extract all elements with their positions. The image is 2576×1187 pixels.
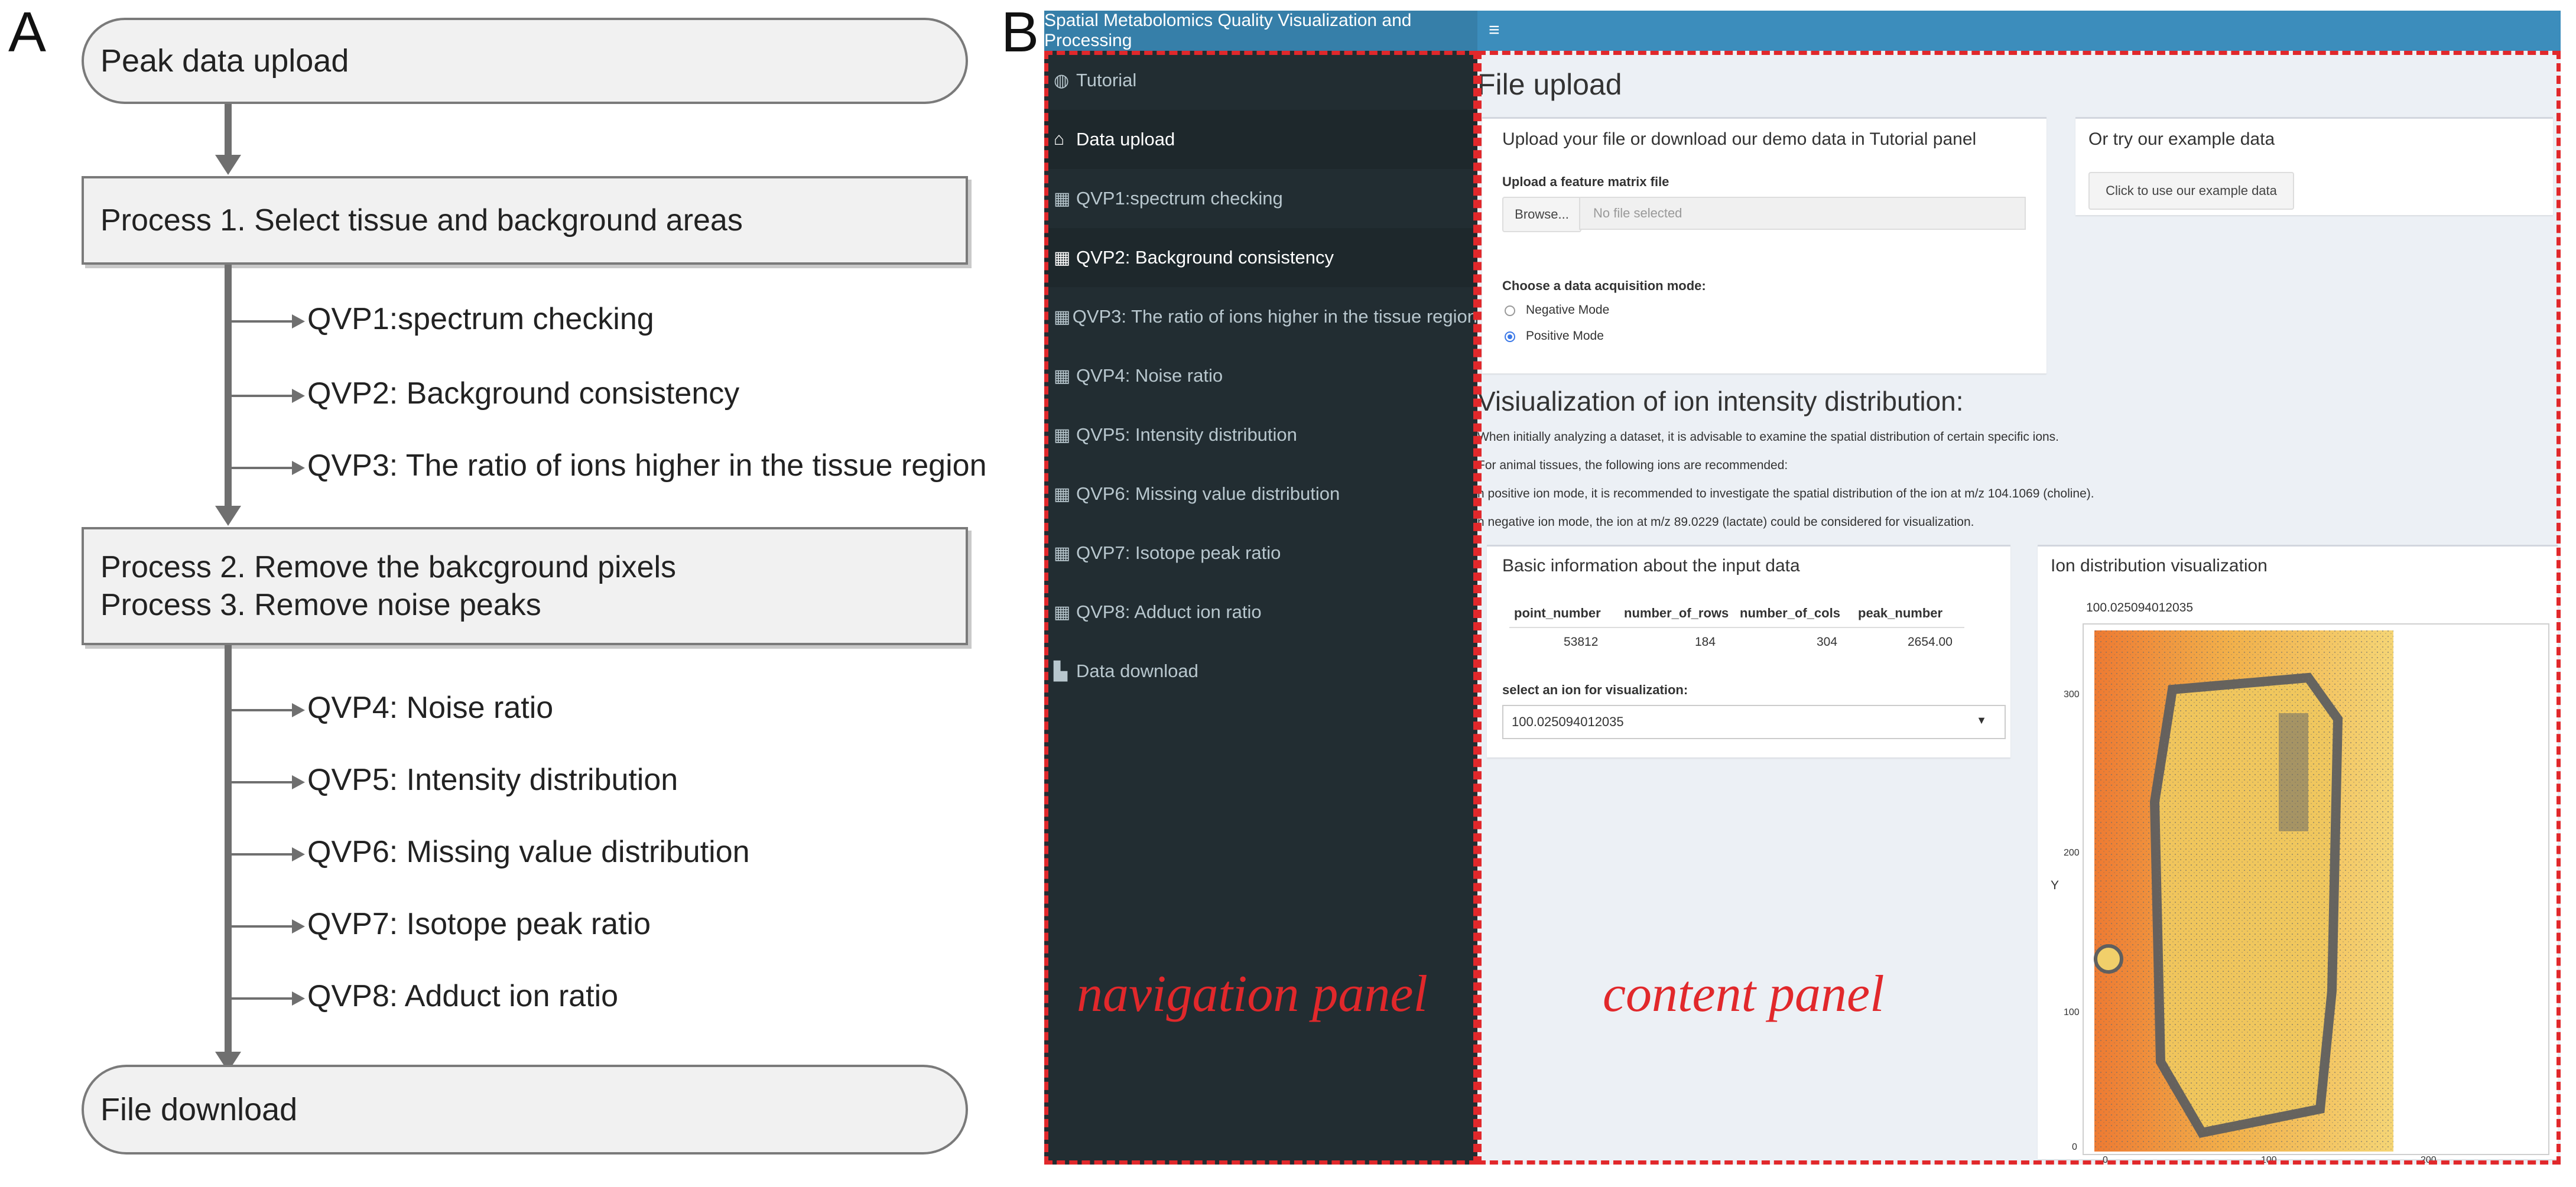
basic-info-title: Basic information about the input data [1502,556,1800,575]
browse-button[interactable]: Browse... [1502,197,1581,232]
app-title[interactable]: Spatial Metabolomics Quality Visualization and Processing [1044,11,1477,51]
x-tick: 0 [2103,1155,2108,1165]
qvp-step: QVP8: Adduct ion ratio [307,979,619,1013]
navigation-panel-label: navigation panel [1077,965,1428,1023]
branch-line [232,395,292,397]
page-title: File upload [1477,68,1622,101]
nav-item-label: Tutorial [1076,70,1137,90]
branch-line [232,853,292,856]
table-icon: ▦ [1054,188,1071,209]
globe-icon: ◍ [1054,70,1070,90]
chevron-down-icon: ▼ [1976,714,1987,726]
qvp-step: QVP3: The ratio of ions higher in the tissue region [307,448,987,483]
branch-arrowhead [292,991,305,1006]
flow-connector [225,104,232,163]
flow-arrowhead [215,155,241,175]
branch-arrowhead [292,314,305,329]
table-icon: ▦ [1054,366,1071,386]
branch-line [232,320,292,323]
branch-arrowhead [292,919,305,934]
upload-label: Upload a feature matrix file [1502,174,1669,189]
x-tick: 100 [2261,1155,2277,1165]
y-tick: 200 [2064,848,2080,858]
qvp-step: QVP6: Missing value distribution [307,835,750,869]
nav-item-label: Data download [1076,661,1198,681]
example-box-title: Or try our example data [2088,129,2275,149]
table-header: number_of_cols [1740,606,1840,620]
ion-select-label: select an ion for visualization: [1502,682,1688,697]
branch-arrowhead [292,389,305,403]
branch-arrowhead [292,461,305,475]
negative-mode-label: Negative Mode [1526,303,1610,317]
home-icon: ⌂ [1054,129,1065,149]
ion-distribution-title: Ion distribution visualization [2051,556,2268,575]
branch-line [232,467,292,469]
qvp-step: QVP7: Isotope peak ratio [307,907,651,941]
example-data-button[interactable]: Click to use our example data [2088,172,2294,210]
table-cell: 304 [1817,635,1838,649]
nav-item-label: QVP8: Adduct ion ratio [1076,601,1262,622]
table-cell: 2654.00 [1908,635,1953,649]
qvp-step: QVP2: Background consistency [307,376,740,411]
plot-title: 100.025094012035 [2086,601,2194,614]
nav-item-label: QVP7: Isotope peak ratio [1076,542,1281,563]
positive-mode-label: Positive Mode [1526,329,1604,343]
nav-item-label: QVP5: Intensity distribution [1076,424,1297,445]
mode-label: Choose a data acquisition mode: [1502,278,1706,293]
process-2-box [82,527,968,645]
viz-title: Visiualization of ion intensity distribution: [1477,386,1964,417]
start-node [82,18,968,104]
table-header: peak_number [1858,606,1943,620]
plot-y-label: Y [2051,879,2059,892]
process-1-box [82,176,968,265]
end-node-text: File download [100,1092,298,1127]
process-2-text: Process 2. Remove the bakcground pixels [100,550,677,584]
table-icon: ▦ [1054,484,1071,504]
viz-text-line: n positive ion mode, it is recommended to investigate the spatial distribution of the ion at m/z 104.1069 (choline). [1477,487,2094,500]
branch-arrowhead [292,847,305,861]
nav-item-label: QVP6: Missing value distribution [1076,483,1340,504]
table-cell: 53812 [1564,635,1599,649]
x-tick: 200 [2421,1155,2437,1165]
panel-a-label: A [8,1,47,64]
bar-chart-icon: ▙ [1054,661,1068,681]
branch-line [232,925,292,928]
qvp-step: QVP4: Noise ratio [307,691,554,725]
viz-text-line: n negative ion mode, the ion at m/z 89.0229 (lactate) could be considered for visualization. [1477,515,1974,529]
table-icon: ▦ [1054,425,1071,445]
branch-line [232,781,292,783]
menu-toggle-icon[interactable]: ≡ [1489,19,1500,40]
nav-item-label: QVP3: The ratio of ions higher in the tissue region [1072,306,1477,327]
branch-line [232,709,292,711]
nav-item-label: Data upload [1076,129,1175,149]
process-3-text: Process 3. Remove noise peaks [100,588,541,622]
app-header [1044,11,2561,51]
nav-item-label: QVP1:spectrum checking [1076,188,1283,209]
viz-text-line: When initially analyzing a dataset, it is advisable to examine the spatial distribution of certain specific ions. [1477,430,2059,444]
process-1-text: Process 1. Select tissue and background areas [100,203,743,238]
qvp-step: QVP5: Intensity distribution [307,763,678,797]
table-icon: ▦ [1054,543,1071,563]
branch-arrowhead [292,703,305,717]
table-icon: ▦ [1054,248,1071,268]
content-panel-label: content panel [1603,965,1885,1023]
flow-connector [225,265,232,513]
table-header: point_number [1514,606,1601,620]
panel-b-label: B [1001,1,1040,64]
y-tick: 300 [2064,690,2080,700]
branch-arrowhead [292,775,305,789]
file-name-field[interactable]: No file selected [1579,197,2026,230]
end-node [82,1065,968,1155]
viz-text-line: For animal tissues, the following ions are recommended: [1477,458,1788,472]
y-tick: 100 [2064,1007,2080,1017]
start-node-text: Peak data upload [100,43,349,79]
flow-connector [225,645,232,1059]
nav-item-label: QVP2: Background consistency [1076,247,1334,268]
table-icon: ▦ [1054,307,1071,327]
table-header: number_of_rows [1624,606,1729,620]
qvp-step: QVP1:spectrum checking [307,302,654,336]
branch-line [232,997,292,1000]
y-tick: 0 [2072,1142,2077,1152]
flow-arrowhead [215,506,241,526]
ion-select-value: 100.025094012035 [1512,714,1624,729]
upload-box-title: Upload your file or download our demo data in Tutorial panel [1502,129,1977,149]
table-icon: ▦ [1054,602,1071,622]
table-cell: 184 [1695,635,1716,649]
nav-item-label: QVP4: Noise ratio [1076,365,1223,386]
